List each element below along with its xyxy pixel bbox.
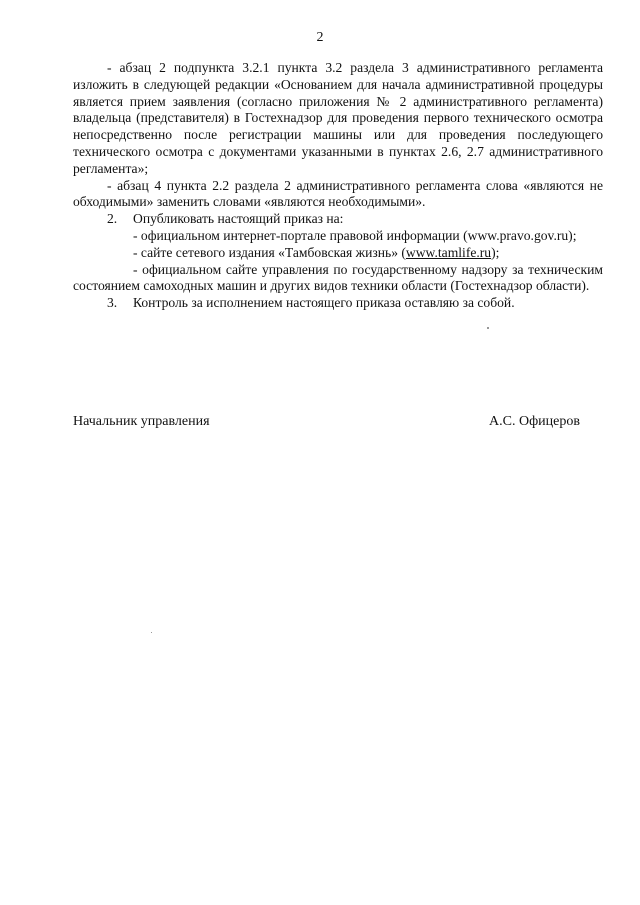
- publish-target-text: );: [491, 244, 500, 260]
- list-item-number: 3.: [107, 295, 118, 311]
- publish-target-tamlife: [73, 245, 603, 262]
- list-item-control: [73, 295, 603, 312]
- signatory-name: А.С. Офицеров: [489, 414, 580, 429]
- amendment-paragraph: - абзац 2 подпункта 3.2.1 пункта 3.2 раздела 3 административного регламента изложить в следующей редакции «Основанием для начала административной процедуры является прием заявления (согласно приложения № 2 административного регламента) владельца (представителя) в Гостехнадзор для проведения первого технического осмотра непосредственно после регистрации машины или для проведения последующего технического осмотра с документами указанными в пунктах 2.6, 2.7 административного регламента»;: [73, 60, 603, 176]
- list-item-publish: [73, 211, 603, 228]
- page-number: 2: [316, 30, 324, 45]
- scan-speck: [487, 327, 489, 329]
- list-item-text: Контроль за исполнением настоящего приказа оставляю за собой.: [133, 295, 515, 311]
- publish-target-gostekhnadzor: - официальном сайте управления по государственному надзору за техническим состоянием самоходных машин и других видов техники области (Гостехнадзор области).: [73, 261, 603, 294]
- list-item-text: Опубликовать настоящий приказ на:: [133, 211, 344, 227]
- list-item-number: 2.: [107, 211, 118, 227]
- document-body: [73, 60, 603, 312]
- publish-target-pravo: - официальном интернет-портале правовой информации (www.pravo.gov.ru);: [133, 227, 577, 243]
- publish-target-text: - сайте сетевого издания «Тамбовская жизнь» (: [133, 244, 406, 260]
- scan-speck: [151, 632, 152, 633]
- tamlife-link[interactable]: www.tamlife.ru: [405, 244, 492, 260]
- amendment-paragraph: - абзац 4 пункта 2.2 раздела 2 административного регламента слова «являются не обходимыми» заменить словами «являются необходимыми».: [73, 177, 603, 210]
- signatory-position: Начальник управления: [73, 414, 210, 429]
